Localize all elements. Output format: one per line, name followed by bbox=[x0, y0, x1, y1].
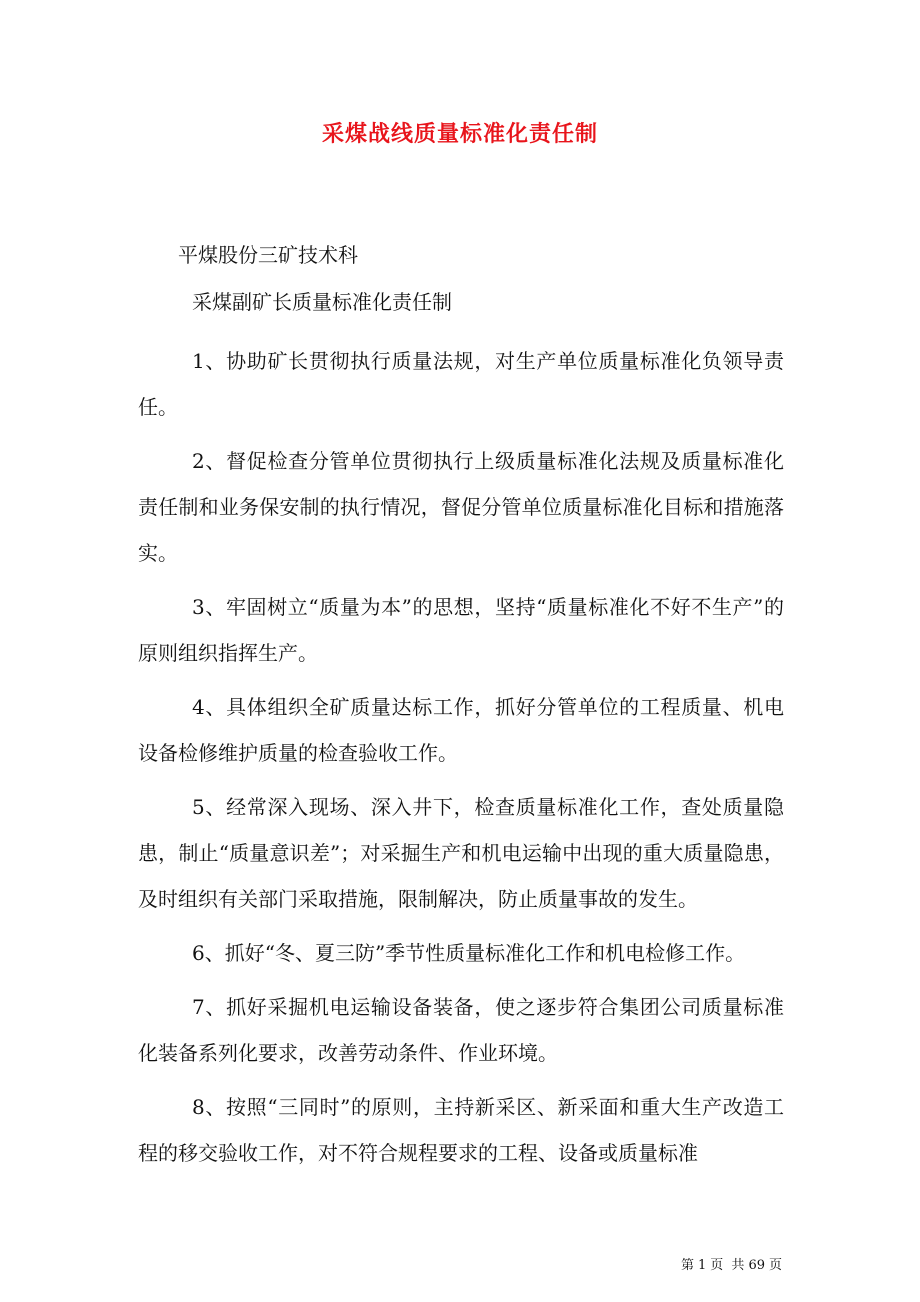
paragraph-5: 5、经常深入现场、深入井下，检查质量标准化工作，查处质量隐患，制止“质量意识差”；对采掘生产和机电运输中出现的重大质量隐患，及时组织有关部门采取措施，限制解决，防止质量事故的发生。 bbox=[138, 795, 784, 911]
footer-middle: 页 共 bbox=[710, 1258, 745, 1273]
paragraph-6: 6、抓好“冬、夏三防”季节性质量标准化工作和机电检修工作。 bbox=[192, 941, 746, 965]
footer-suffix: 页 bbox=[768, 1258, 782, 1273]
paragraph-4: 4、具体组织全矿质量达标工作，抓好分管单位的工程质量、机电设备检修维护质量的检查验收工作。 bbox=[138, 695, 784, 765]
footer-page-number: 1 bbox=[698, 1258, 707, 1273]
paragraph-3: 3、牢固树立“质量为本”的思想，坚持“质量标准化不好不生产”的原则组织指挥生产。 bbox=[138, 595, 784, 665]
document-body bbox=[138, 338, 784, 1184]
document-title: 采煤战线质量标准化责任制 bbox=[321, 121, 598, 147]
footer-total-pages: 69 bbox=[748, 1258, 765, 1273]
organization-line: 平煤股份三矿技术科 bbox=[178, 243, 358, 267]
footer-prefix: 第 bbox=[681, 1258, 695, 1273]
paragraph-2: 2、督促检查分管单位贯彻执行上级质量标准化法规及质量标准化责任制和业务保安制的执行情况，督促分管单位质量标准化目标和措施落实。 bbox=[138, 449, 784, 565]
paragraph-7: 7、抓好采掘机电运输设备装备，使之逐步符合集团公司质量标准化装备系列化要求，改善劳动条件、作业环境。 bbox=[138, 995, 784, 1065]
section-title: 采煤副矿长质量标准化责任制 bbox=[192, 290, 452, 314]
paragraph-1: 1、协助矿长贯彻执行质量法规，对生产单位质量标准化负领导责任。 bbox=[138, 349, 784, 419]
paragraph-8: 8、按照“三同时”的原则，主持新采区、新采面和重大生产改造工程的移交验收工作，对不符合规程要求的工程、设备或质量标准 bbox=[138, 1095, 784, 1165]
page-footer bbox=[660, 1256, 782, 1276]
